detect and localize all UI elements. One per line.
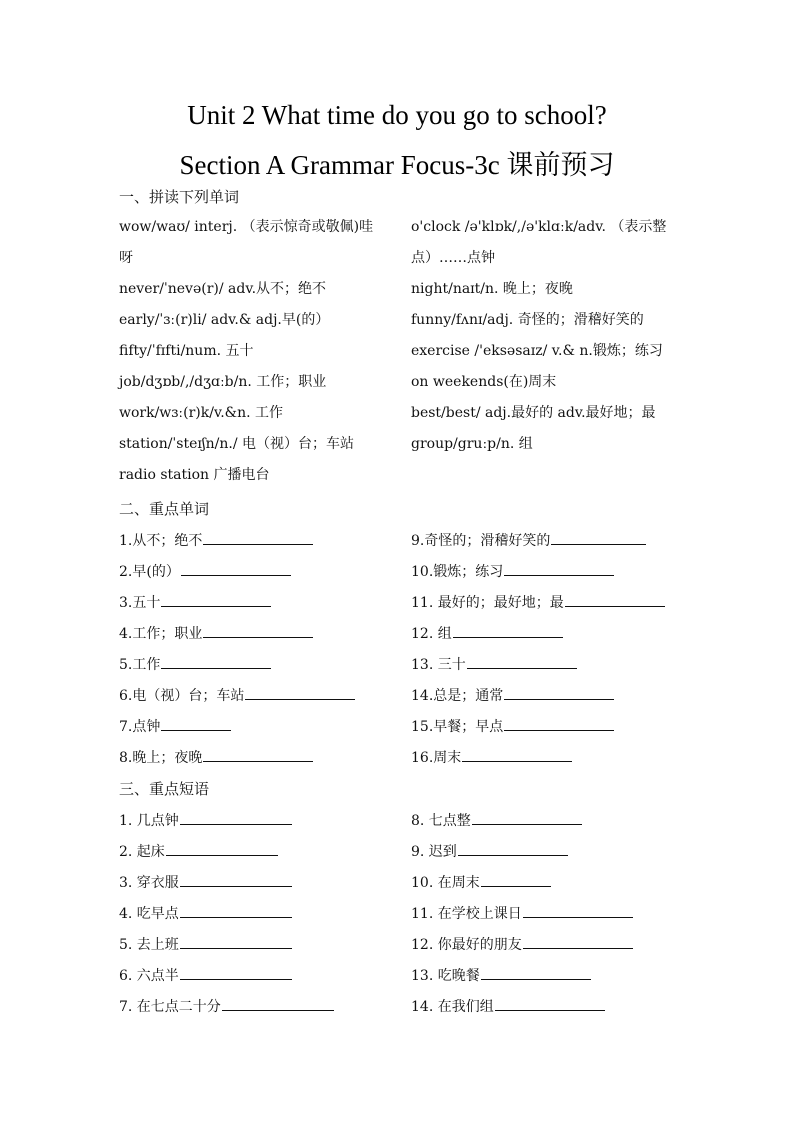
vocab-item-left-text: station/ˈsteɪʃn/n./ 电（视）台；车站 (119, 436, 355, 452)
vocab-item-right-text: best/best/ adj.最好的 adv.最好地；最 (411, 405, 656, 421)
phrase-item-left-text: 1. 几点钟 (119, 813, 179, 829)
vocab-item-right-text: group/gruːp/n. 组 (411, 436, 533, 452)
phrase-item-left-text: 3. 穿衣服 (119, 875, 179, 891)
answer-blank[interactable] (565, 592, 665, 607)
phrase-item-left-text: 4. 吃早点 (119, 906, 179, 922)
vocab-item-left (119, 466, 270, 484)
exercise-item-left-text: 7.点钟 (119, 719, 161, 735)
exercise-item-left-text: 8.晚上；夜晚 (119, 750, 203, 766)
exercise-item-right (411, 716, 614, 736)
exercise-item-left-text: 2.早(的） (119, 564, 180, 580)
vocab-item-left (119, 404, 283, 422)
vocab-item-left-text: early/ˈɜː(r)li/ adv.& adj.早(的） (119, 312, 330, 328)
page-title-line2: Section A Grammar Focus-3c 课前预习 (179, 150, 615, 180)
exercise-item-left-text: 1.从不；绝不 (119, 533, 203, 549)
exercise-item-right-text: 11. 最好的；最好地；最 (411, 595, 564, 611)
answer-blank[interactable] (161, 654, 271, 669)
vocab-item-left (119, 218, 373, 236)
exercise-item-right-text: 10.锻炼；练习 (411, 564, 504, 580)
exercise-item-left (119, 561, 291, 581)
phrase-item-right-text: 14. 在我们组 (411, 999, 494, 1015)
phrase-item-right (411, 965, 591, 985)
phrase-item-right-text: 10. 在周末 (411, 875, 480, 891)
vocab-item-right-text: funny/fʌnɪ/adj. 奇怪的；滑稽好笑的 (411, 312, 644, 328)
vocab-item-left (119, 342, 254, 360)
phrase-item-right-text: 13. 吃晚餐 (411, 968, 480, 984)
exercise-item-right-text: 9.奇怪的；滑稽好笑的 (411, 533, 551, 549)
answer-blank[interactable] (523, 903, 633, 918)
vocab-item-right-text: on weekends(在)周末 (411, 374, 557, 390)
answer-blank[interactable] (504, 685, 614, 700)
answer-blank[interactable] (161, 592, 271, 607)
exercise-item-right (411, 747, 572, 767)
answer-blank[interactable] (161, 716, 231, 731)
exercise-item-right-text: 13. 三十 (411, 657, 466, 673)
phrase-item-left (119, 903, 292, 923)
answer-blank[interactable] (203, 623, 313, 638)
phrase-item-left (119, 965, 292, 985)
page-title-line1: Unit 2 What time do you go to school? (187, 100, 607, 130)
vocab-item-left (119, 280, 326, 298)
phrase-item-right (411, 841, 568, 861)
answer-blank[interactable] (481, 872, 551, 887)
exercise-item-left-text: 3.五十 (119, 595, 161, 611)
vocab-item-left-text: fifty/ˈfɪfti/num. 五十 (119, 343, 254, 359)
phrase-item-right (411, 903, 633, 923)
vocab-item-left-text: 呀 (119, 250, 133, 266)
vocab-item-left-text: work/wɜː(r)k/v.&n. 工作 (119, 405, 284, 421)
answer-blank[interactable] (245, 685, 355, 700)
vocab-item-left (119, 311, 329, 329)
vocab-item-left-text: wow/waʊ/ interj. （表示惊奇或敬佩)哇 (119, 219, 374, 235)
exercise-item-left-text: 5.工作 (119, 657, 161, 673)
phrase-item-right-text: 9. 迟到 (411, 844, 457, 860)
answer-blank[interactable] (180, 872, 292, 887)
exercise-item-right (411, 623, 563, 643)
answer-blank[interactable] (467, 654, 577, 669)
answer-blank[interactable] (462, 747, 572, 762)
phrase-item-left (119, 841, 278, 861)
exercise-item-right (411, 654, 577, 674)
exercise-item-right (411, 685, 614, 705)
vocab-item-right (411, 218, 666, 236)
exercise-item-left (119, 716, 231, 736)
answer-blank[interactable] (222, 996, 334, 1011)
vocab-item-left (119, 373, 326, 391)
phrase-item-left (119, 872, 292, 892)
vocab-item-right-text: 点）……点钟 (411, 250, 495, 266)
exercise-item-right (411, 592, 665, 612)
phrase-item-right (411, 810, 582, 830)
answer-blank[interactable] (495, 996, 605, 1011)
vocab-item-right (411, 373, 556, 391)
answer-blank[interactable] (180, 965, 292, 980)
section1-heading: 一、拼读下列单词 (119, 188, 240, 206)
phrase-item-right-text: 8. 七点整 (411, 813, 471, 829)
answer-blank[interactable] (203, 530, 313, 545)
exercise-item-right (411, 530, 646, 550)
answer-blank[interactable] (181, 561, 291, 576)
answer-blank[interactable] (504, 716, 614, 731)
phrase-item-left-text: 7. 在七点二十分 (119, 999, 221, 1015)
exercise-item-left (119, 530, 313, 550)
vocab-item-left-text: never/ˈnevə(r)/ adv.从不；绝不 (119, 281, 327, 297)
answer-blank[interactable] (180, 934, 292, 949)
answer-blank[interactable] (180, 903, 292, 918)
phrase-item-right (411, 934, 633, 954)
phrase-item-right-text: 12. 你最好的朋友 (411, 937, 522, 953)
answer-blank[interactable] (458, 841, 568, 856)
phrase-item-left (119, 934, 292, 954)
answer-blank[interactable] (504, 561, 614, 576)
answer-blank[interactable] (472, 810, 582, 825)
vocab-item-left-text: job/dʒɒb/,/dʒɑːb/n. 工作；职业 (119, 374, 327, 390)
section3-heading: 三、重点短语 (119, 780, 210, 798)
answer-blank[interactable] (551, 530, 646, 545)
answer-blank[interactable] (166, 841, 278, 856)
answer-blank[interactable] (523, 934, 633, 949)
exercise-item-left (119, 592, 271, 612)
exercise-item-right-text: 16.周末 (411, 750, 462, 766)
vocab-item-left-text: radio station 广播电台 (119, 467, 270, 483)
vocab-item-right-text: night/naɪt/n. 晚上；夜晚 (411, 281, 573, 297)
exercise-item-left-text: 4.工作；职业 (119, 626, 203, 642)
answer-blank[interactable] (180, 810, 292, 825)
section2-heading: 二、重点单词 (119, 500, 210, 518)
exercise-item-left (119, 623, 313, 643)
vocab-item-right (411, 280, 573, 298)
exercise-item-left (119, 654, 271, 674)
exercise-item-left (119, 747, 313, 767)
exercise-item-left-text: 6.电（视）台；车站 (119, 688, 245, 704)
phrase-item-left (119, 810, 292, 830)
vocab-item-right (411, 435, 533, 453)
vocab-item-right (411, 249, 495, 267)
vocab-item-right (411, 311, 644, 329)
phrase-item-left-text: 5. 去上班 (119, 937, 179, 953)
vocab-item-left (119, 435, 354, 453)
answer-blank[interactable] (453, 623, 563, 638)
phrase-item-left-text: 2. 起床 (119, 844, 165, 860)
exercise-item-right (411, 561, 614, 581)
vocab-item-right-text: o'clock /ə'klɒk/,/ə'klɑːk/adv. （表示整 (411, 219, 667, 235)
answer-blank[interactable] (481, 965, 591, 980)
phrase-item-left-text: 6. 六点半 (119, 968, 179, 984)
answer-blank[interactable] (203, 747, 313, 762)
phrase-item-right-text: 11. 在学校上课日 (411, 906, 522, 922)
phrase-item-left (119, 996, 334, 1016)
vocab-item-right-text: exercise /'eksəsaɪz/ v.& n.锻炼；练习 (411, 343, 663, 359)
phrase-item-right (411, 996, 605, 1016)
exercise-item-right-text: 12. 组 (411, 626, 452, 642)
exercise-item-left (119, 685, 355, 705)
phrase-item-right (411, 872, 551, 892)
vocab-item-right (411, 404, 656, 422)
vocab-item-left (119, 249, 133, 267)
vocab-item-right (411, 342, 663, 360)
exercise-item-right-text: 14.总是；通常 (411, 688, 504, 704)
exercise-item-right-text: 15.早餐；早点 (411, 719, 504, 735)
